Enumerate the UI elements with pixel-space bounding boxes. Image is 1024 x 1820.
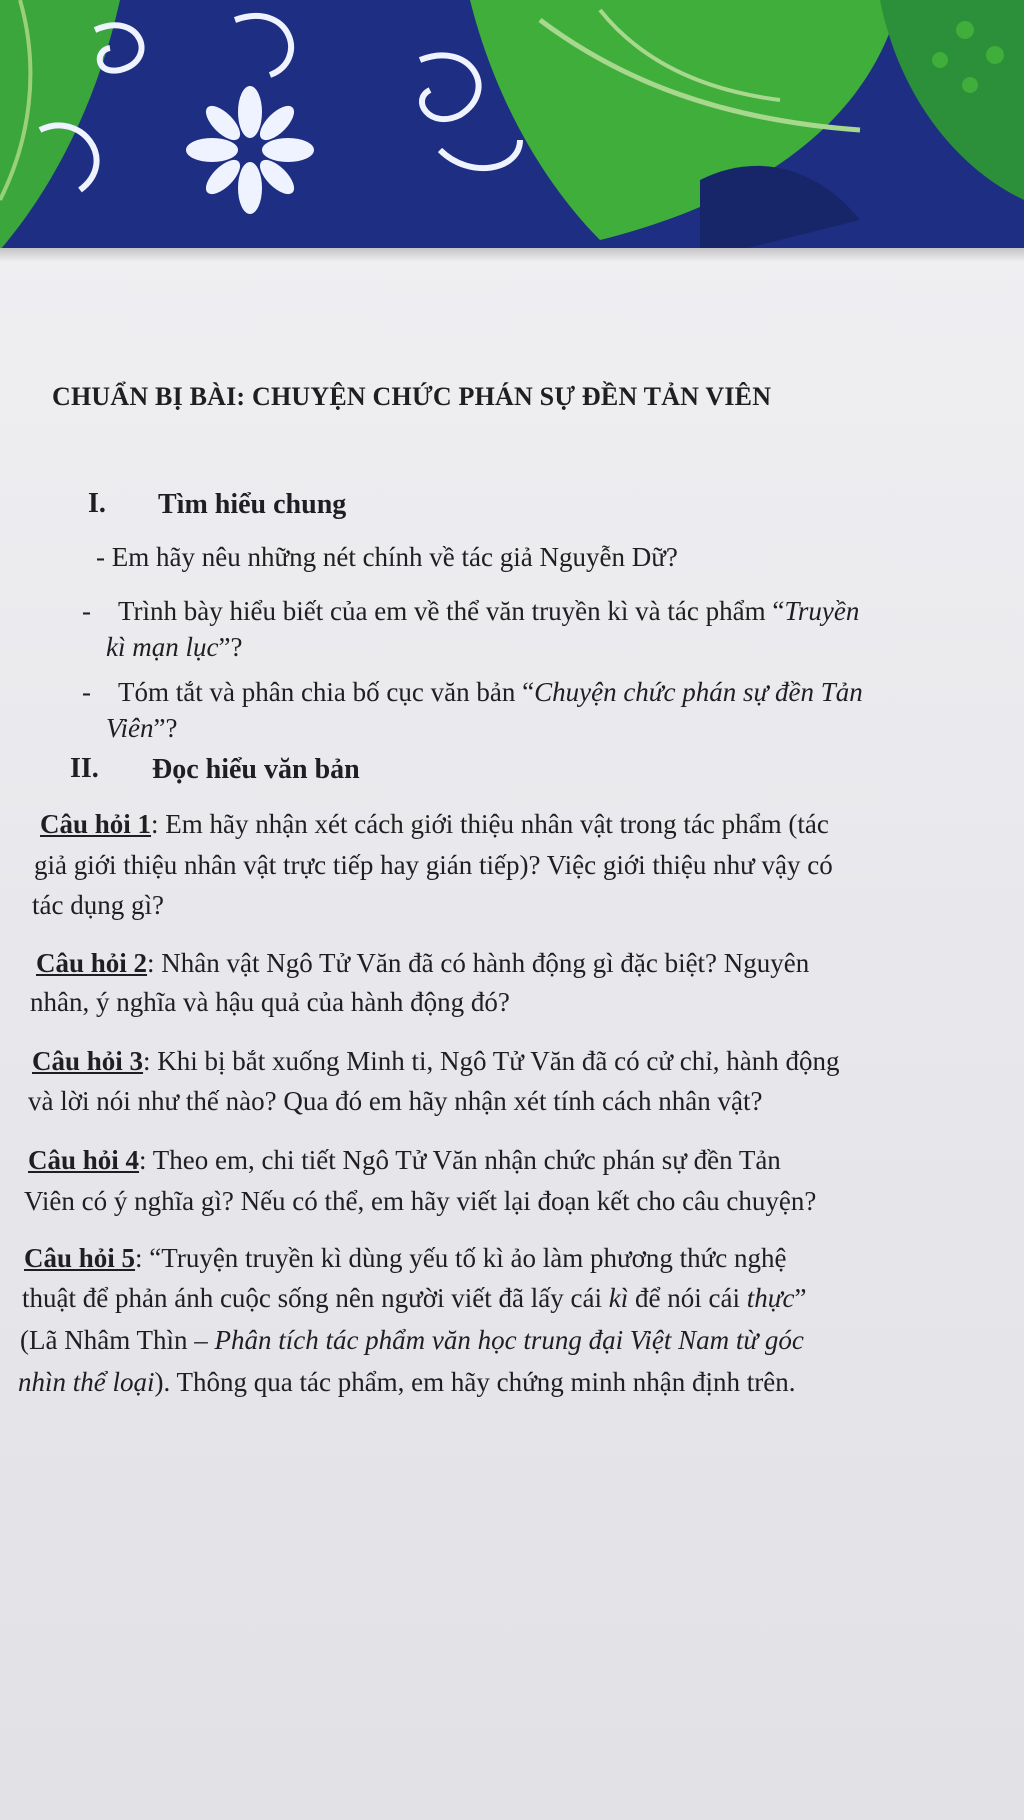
section-1-bullet-3-line-1: Tóm tắt và phân chia bố cục văn bản “Chuyện chức phán sự đền Tản	[118, 677, 863, 707]
question-4-line-1: Câu hỏi 4: Theo em, chi tiết Ngô Tử Văn nhận chức phán sự đền Tản	[28, 1145, 781, 1175]
section-2-heading: Đọc hiểu văn bản	[152, 754, 360, 785]
question-5-line-2: thuật để phản ánh cuộc sống nên người viết đã lấy cái kì để nói cái thực”	[22, 1283, 807, 1313]
section-1-bullet-1: - Em hãy nêu những nét chính về tác giả Nguyễn Dữ?	[96, 542, 678, 572]
section-1-number: I.	[88, 488, 106, 519]
question-2-line-1: Câu hỏi 2: Nhân vật Ngô Tử Văn đã có hành động gì đặc biệt? Nguyên	[36, 948, 810, 978]
question-1-line-1: Câu hỏi 1: Em hãy nhận xét cách giới thiệu nhân vật trong tác phẩm (tác	[40, 809, 829, 839]
question-5-label: Câu hỏi 5	[24, 1243, 136, 1273]
question-4-label: Câu hỏi 4	[28, 1145, 140, 1175]
question-3-label: Câu hỏi 3	[32, 1046, 144, 1076]
question-3-line-2: và lời nói như thế nào? Qua đó em hãy nhận xét tính cách nhân vật?	[28, 1086, 763, 1116]
printed-sheet	[0, 248, 1024, 1820]
question-1-label: Câu hỏi 1	[40, 809, 152, 839]
question-2-line-2: nhân, ý nghĩa và hậu quả của hành động đó?	[30, 987, 510, 1017]
question-2-label: Câu hỏi 2	[36, 948, 148, 978]
section-1-bullet-2-line-2: kì mạn lục”?	[106, 632, 243, 662]
section-1-bullet-3-dash: -	[82, 677, 91, 707]
section-2-number: II.	[70, 753, 99, 784]
question-4-line-2: Viên có ý nghĩa gì? Nếu có thể, em hãy viết lại đoạn kết cho câu chuyện?	[24, 1186, 817, 1216]
question-3-line-1: Câu hỏi 3: Khi bị bắt xuống Minh ti, Ngô Tử Văn đã có cử chỉ, hành động	[32, 1046, 840, 1076]
section-1-bullet-2-line-1: Trình bày hiểu biết của em về thể văn truyền kì và tác phẩm “Truyền	[118, 596, 860, 626]
question-1-line-2: giả giới thiệu nhân vật trực tiếp hay gián tiếp)? Việc giới thiệu như vậy có	[34, 850, 833, 880]
section-1-heading: Tìm hiểu chung	[158, 489, 347, 520]
question-5-line-1: Câu hỏi 5: “Truyện truyền kì dùng yếu tố kì ảo làm phương thức nghệ	[24, 1243, 787, 1273]
question-1-line-3: tác dụng gì?	[32, 890, 164, 920]
section-1-bullet-3-line-2: Viên”?	[106, 713, 178, 743]
page-title: CHUẨN BỊ BÀI: CHUYỆN CHỨC PHÁN SỰ ĐỀN TẢN VIÊN	[52, 382, 772, 411]
section-1-bullet-2-dash: -	[82, 596, 91, 626]
question-5-line-3: (Lã Nhâm Thìn – Phân tích tác phẩm văn học trung đại Việt Nam từ góc	[20, 1325, 804, 1355]
question-5-line-4: nhìn thể loại). Thông qua tác phẩm, em hãy chứng minh nhận định trên.	[18, 1367, 796, 1397]
